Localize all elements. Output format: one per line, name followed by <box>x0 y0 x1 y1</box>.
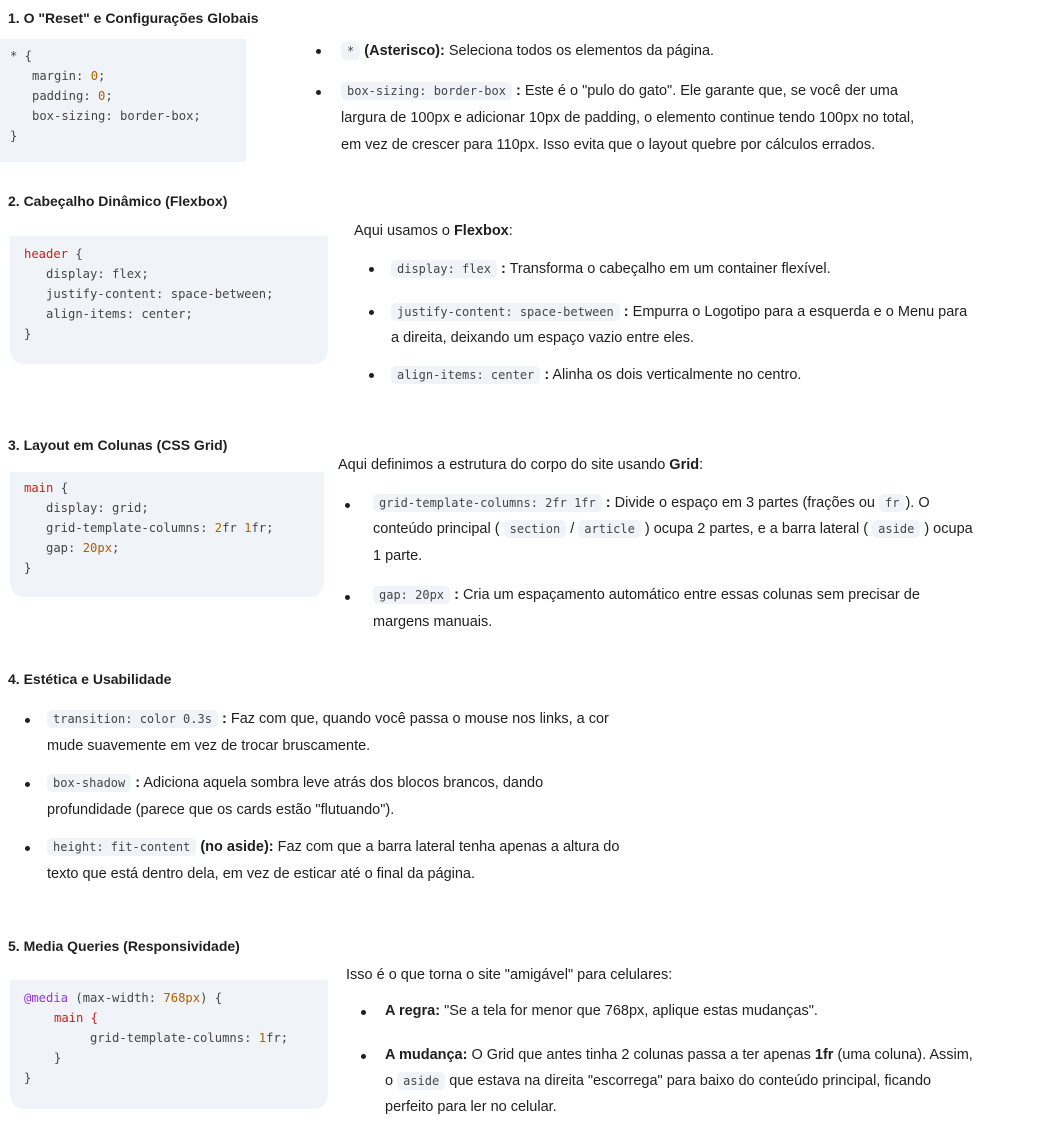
bullet <box>369 267 374 272</box>
list-item: height: fit-content (no aside): Faz com que a barra lateral tenha apenas a altura do <box>47 837 619 857</box>
list-item: display: flex : Transforma o cabeçalho em um container flexível. <box>391 259 831 279</box>
list-item-text: texto que está dentro dela, em vez de esticar até o final da página. <box>47 866 476 882</box>
bullet <box>345 503 350 508</box>
section-title-estetica: 4. Estética e Usabilidade <box>8 671 172 687</box>
list-item-text: margens manuais. <box>373 614 493 630</box>
bullet <box>25 718 30 723</box>
code-block-flexbox: header { display: flex; justify-content: space-between; align-items: center; } <box>10 236 328 364</box>
bullet <box>369 310 374 315</box>
list-item-text: 1 parte. <box>373 548 423 564</box>
list-item: box-shadow : Adiciona aquela sombra leve atrás dos blocos brancos, dando <box>47 773 543 793</box>
list-item: gap: 20px : Cria um espaçamento automático entre essas colunas sem precisar de <box>373 585 920 605</box>
section-intro: Isso é o que torna o site "amigável" para celulares: <box>346 967 673 983</box>
list-item: grid-template-columns: 2fr 1fr : Divide o espaço em 3 partes (frações ou fr ). O <box>373 493 930 513</box>
bullet <box>369 373 374 378</box>
section-intro: Aqui definimos a estrutura do corpo do site usando Grid: <box>338 457 704 473</box>
list-item-text: profundidade (parece que os cards estão "flutuando"). <box>47 802 395 818</box>
section-title-reset: 1. O "Reset" e Configurações Globais <box>8 10 259 26</box>
bullet <box>345 595 350 600</box>
list-item-text: largura de 100px e adicionar 10px de padding, o elemento continue tendo 100px no total, <box>341 110 915 126</box>
code-block-media: @media (max-width: 768px) { main { grid-template-columns: 1fr; } } <box>10 980 328 1109</box>
list-item: justify-content: space-between : Empurra o Logotipo para a esquerda e o Menu para <box>391 302 967 322</box>
list-item-text: em vez de crescer para 110px. Isso evita que o layout quebre por cálculos errados. <box>341 137 876 153</box>
section-title-media-queries: 5. Media Queries (Responsividade) <box>8 938 240 954</box>
list-item-text: mude suavemente em vez de trocar bruscamente. <box>47 738 371 754</box>
list-item: box-sizing: border-box : Este é o "pulo do gato". Ele garante que, se você der uma <box>341 81 898 101</box>
bullet <box>25 782 30 787</box>
bullet <box>316 90 321 95</box>
list-item-text: o aside que estava na direita "escorrega" para baixo do conteúdo principal, ficando <box>385 1073 932 1089</box>
list-item: align-items: center : Alinha os dois verticalmente no centro. <box>391 365 801 385</box>
section-title-flexbox: 2. Cabeçalho Dinâmico (Flexbox) <box>8 193 228 209</box>
list-item: transition: color 0.3s : Faz com que, quando você passa o mouse nos links, a cor <box>47 709 609 729</box>
code-block-grid: main { display: grid; grid-template-columns: 2fr 1fr; gap: 20px; } <box>10 472 324 597</box>
bullet <box>316 49 321 54</box>
list-item: A regra: "Se a tela for menor que 768px, aplique estas mudanças". <box>385 1003 818 1019</box>
section-intro: Aqui usamos o Flexbox: <box>354 223 513 239</box>
bullet <box>361 1054 366 1059</box>
list-item-text: conteúdo principal ( section / article ) ocupa 2 partes, e a barra lateral ( aside ) ocupa <box>373 521 973 537</box>
section-title-grid: 3. Layout em Colunas (CSS Grid) <box>8 437 228 453</box>
bullet <box>361 1010 366 1015</box>
bullet <box>25 846 30 851</box>
list-item: * (Asterisco): Seleciona todos os elementos da página. <box>341 41 714 61</box>
code-block-reset: * { margin: 0; padding: 0; box-sizing: border-box; } <box>0 39 246 162</box>
list-item-text: perfeito para ler no celular. <box>385 1099 557 1115</box>
list-item: A mudança: O Grid que antes tinha 2 colunas passa a ter apenas 1fr (uma coluna). Assim, <box>385 1047 973 1063</box>
list-item-text: a direita, deixando um espaço vazio entre eles. <box>391 330 695 346</box>
